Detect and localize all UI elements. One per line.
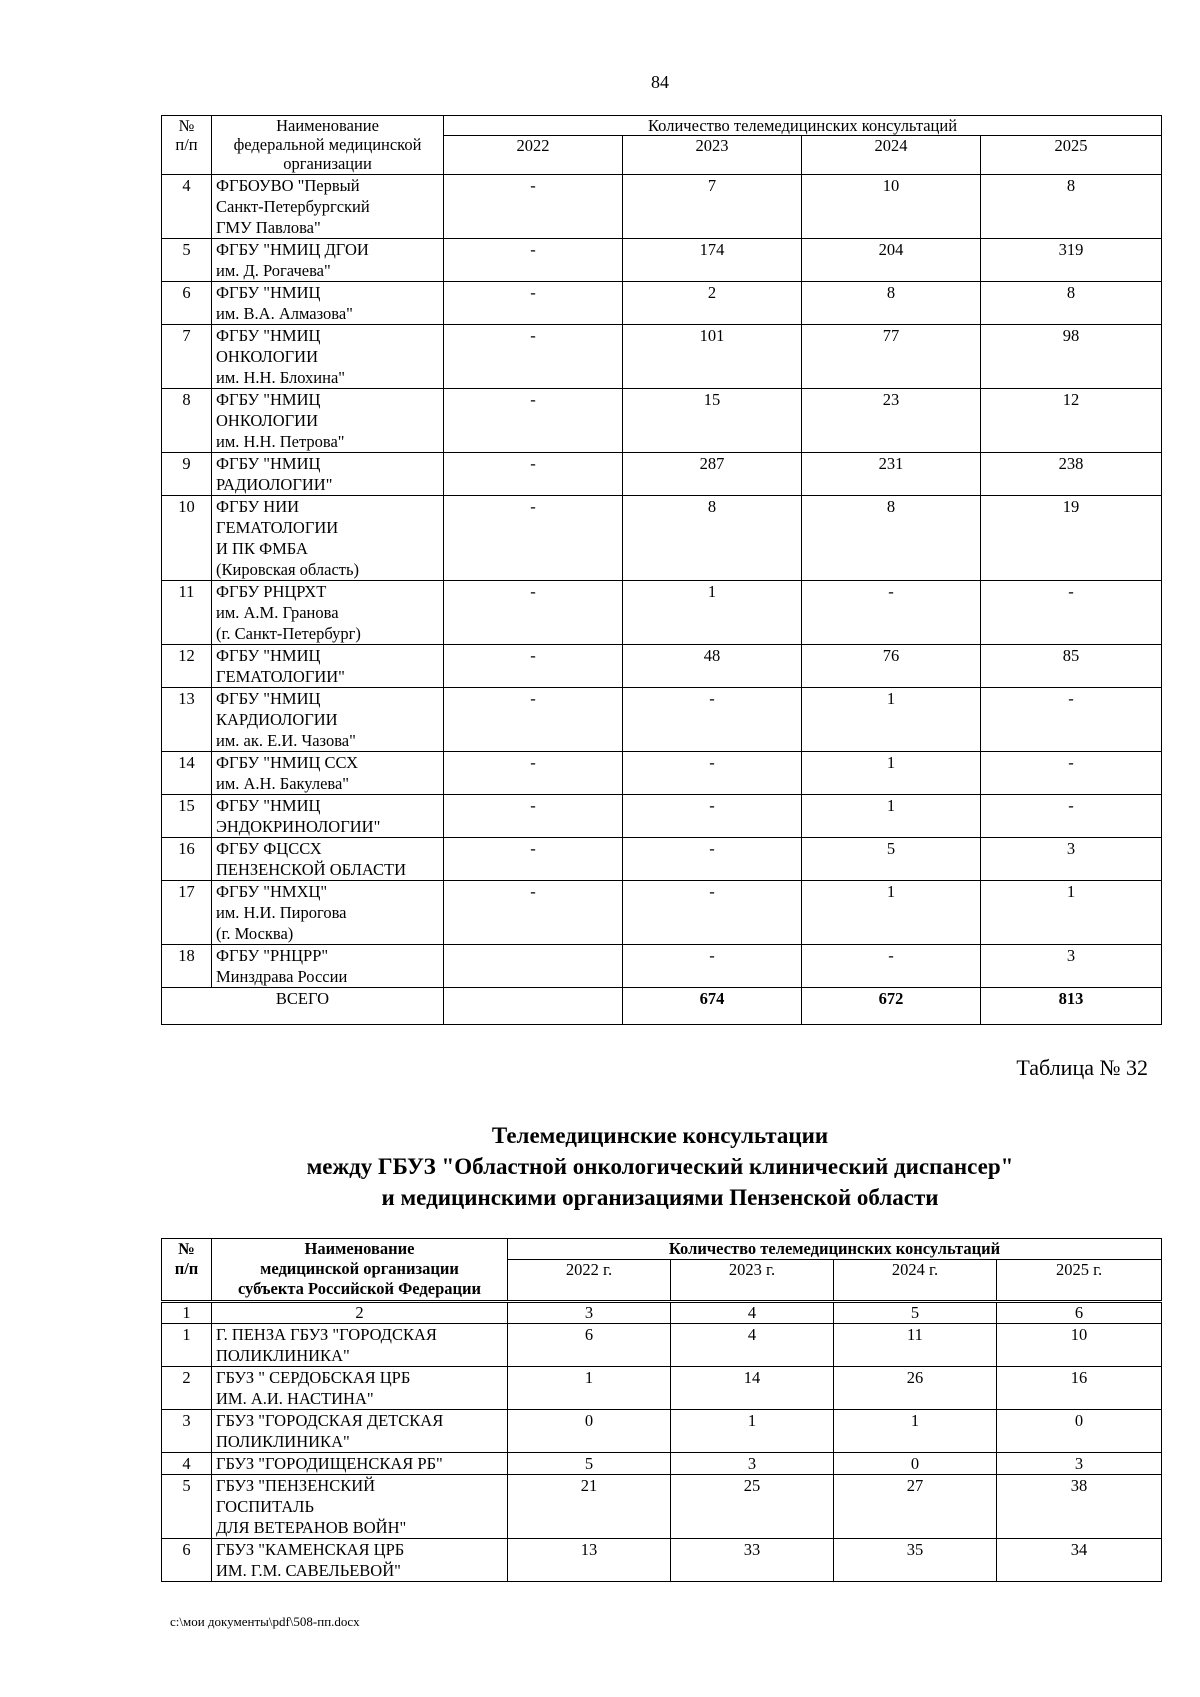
table-row [162,496,1162,581]
consultation-count: 13 [508,1539,671,1582]
col-header-num: № п/п [162,1239,212,1302]
row-number: 6 [162,282,212,325]
consultation-count: 1 [623,581,802,645]
row-number: 18 [162,945,212,988]
row-number: 3 [162,1410,212,1453]
consultation-count: 2 [623,282,802,325]
organization-name: ФГБУ "НМИЦ ЭНДОКРИНОЛОГИИ" [212,795,444,838]
table-row [162,881,1162,945]
table-row [162,239,1162,282]
consultation-count: 0 [997,1410,1162,1453]
regional-consultations-table [161,1238,1162,1582]
consultation-count: 174 [623,239,802,282]
organization-name: ФГБУ НИИ ГЕМАТОЛОГИИ И ПК ФМБА (Кировская область) [212,496,444,581]
table-row [162,325,1162,389]
consultation-count: 34 [997,1539,1162,1582]
consultation-count: 14 [671,1367,834,1410]
row-number: 4 [162,175,212,239]
consultation-count: - [623,752,802,795]
col-header-year: 2025 [981,136,1162,175]
table-row [162,945,1162,988]
consultation-count: 5 [508,1453,671,1475]
table-title: Телемедицинские консультации между ГБУЗ "Областной онкологический клинический диспансер" и медицинскими организациями Пензенской области [306,1123,1014,1210]
row-number: 2 [162,1367,212,1410]
consultation-count: - [444,389,623,453]
table-row [162,1367,1162,1410]
consultation-count: - [444,325,623,389]
total-label: ВСЕГО [162,988,444,1025]
col-header-name: Наименование федеральной медицинской организации [212,116,444,175]
consultation-count: 23 [802,389,981,453]
row-number: 8 [162,389,212,453]
consultation-count: 204 [802,239,981,282]
organization-name: ФГБОУВО "Первый Санкт-Петербургский ГМУ Павлова" [212,175,444,239]
row-number: 13 [162,688,212,752]
consultation-count: 21 [508,1475,671,1539]
organization-name: ФГБУ "НМИЦ им. В.А. Алмазова" [212,282,444,325]
total-count [444,988,623,1025]
consultation-count: - [444,881,623,945]
consultation-count: 16 [997,1367,1162,1410]
consultation-count: 3 [997,1453,1162,1475]
col-header-year: 2022 г. [508,1260,671,1302]
organization-name: ФГБУ "НМХЦ" им. Н.И. Пирогова (г. Москва) [212,881,444,945]
column-number: 4 [671,1302,834,1324]
total-count: 813 [981,988,1162,1025]
consultation-count: - [444,496,623,581]
page-number: 84 [651,72,669,92]
column-number: 1 [162,1302,212,1324]
table-row [162,795,1162,838]
consultation-count: 35 [834,1539,997,1582]
consultation-count: 6 [508,1324,671,1367]
table-row [162,1475,1162,1539]
consultation-count: 5 [802,838,981,881]
col-header-name: Наименование медицинской организации субъекта Российской Федерации [212,1239,508,1302]
table-row [162,752,1162,795]
column-number-row [162,1302,1162,1324]
consultation-count: 319 [981,239,1162,282]
consultation-count: - [623,945,802,988]
consultation-count: 1 [802,688,981,752]
organization-name: ФГБУ "РНЦРР" Минздрава России [212,945,444,988]
consultation-count: - [444,175,623,239]
consultation-count: - [444,645,623,688]
consultation-count: 4 [671,1324,834,1367]
organization-name: ФГБУ "НМИЦ КАРДИОЛОГИИ им. ак. Е.И. Чазова" [212,688,444,752]
consultation-count: 10 [997,1324,1162,1367]
row-number: 17 [162,881,212,945]
consultation-count: 1 [508,1367,671,1410]
consultation-count: 7 [623,175,802,239]
organization-name: ГБУЗ "ГОРОДИЩЕНСКАЯ РБ" [212,1453,508,1475]
consultation-count: 3 [981,945,1162,988]
row-number: 1 [162,1324,212,1367]
consultation-count: - [802,581,981,645]
col-header-group: Количество телемедицинских консультаций [508,1239,1162,1260]
table-caption: Таблица № 32 [1016,1055,1148,1080]
consultation-count: 98 [981,325,1162,389]
consultation-count: 1 [981,881,1162,945]
col-header-year: 2023 г. [671,1260,834,1302]
consultation-count: - [623,838,802,881]
row-number: 16 [162,838,212,881]
consultation-count [444,945,623,988]
column-number: 6 [997,1302,1162,1324]
consultation-count: 238 [981,453,1162,496]
consultation-count: 19 [981,496,1162,581]
row-number: 5 [162,1475,212,1539]
consultation-count: 25 [671,1475,834,1539]
table-row [162,1324,1162,1367]
consultation-count: - [444,838,623,881]
row-number: 6 [162,1539,212,1582]
consultation-count: - [981,688,1162,752]
column-number: 2 [212,1302,508,1324]
consultation-count: - [981,795,1162,838]
organization-name: ФГБУ "НМИЦ ГЕМАТОЛОГИИ" [212,645,444,688]
consultation-count: 101 [623,325,802,389]
total-count: 672 [802,988,981,1025]
row-number: 15 [162,795,212,838]
organization-name: ФГБУ РНЦРХТ им. А.М. Гранова (г. Санкт-Петербург) [212,581,444,645]
consultation-count: 8 [802,496,981,581]
consultation-count: 77 [802,325,981,389]
consultation-count: 48 [623,645,802,688]
organization-name: ФГБУ ФЦССХ ПЕНЗЕНСКОЙ ОБЛАСТИ [212,838,444,881]
consultation-count: - [444,795,623,838]
table-row [162,453,1162,496]
consultation-count: 10 [802,175,981,239]
organization-name: ФГБУ "НМИЦ ССХ им. А.Н. Бакулева" [212,752,444,795]
consultation-count: - [981,581,1162,645]
consultation-count: 8 [981,282,1162,325]
column-number: 5 [834,1302,997,1324]
organization-name: ФГБУ "НМИЦ ДГОИ им. Д. Рогачева" [212,239,444,282]
row-number: 7 [162,325,212,389]
organization-name: Г. ПЕНЗА ГБУЗ "ГОРОДСКАЯ ПОЛИКЛИНИКА" [212,1324,508,1367]
consultation-count: - [623,795,802,838]
consultation-count: - [444,239,623,282]
col-header-year: 2023 [623,136,802,175]
consultation-count: 38 [997,1475,1162,1539]
column-number: 3 [508,1302,671,1324]
consultation-count: 1 [802,795,981,838]
row-number: 5 [162,239,212,282]
organization-name: ФГБУ "НМИЦ ОНКОЛОГИИ им. Н.Н. Блохина" [212,325,444,389]
consultation-count: 231 [802,453,981,496]
table-row [162,1453,1162,1475]
consultation-count: 15 [623,389,802,453]
table-row [162,581,1162,645]
consultation-count: 287 [623,453,802,496]
row-number: 9 [162,453,212,496]
table-row [162,645,1162,688]
consultation-count: 3 [981,838,1162,881]
consultation-count: 3 [671,1453,834,1475]
consultation-count: - [981,752,1162,795]
consultation-count: - [444,688,623,752]
total-count: 674 [623,988,802,1025]
row-number: 11 [162,581,212,645]
row-number: 12 [162,645,212,688]
row-number: 10 [162,496,212,581]
total-row [162,988,1162,1025]
organization-name: ГБУЗ "ГОРОДСКАЯ ДЕТСКАЯ ПОЛИКЛИНИКА" [212,1410,508,1453]
consultation-count: 1 [671,1410,834,1453]
consultation-count: 76 [802,645,981,688]
consultation-count: - [623,881,802,945]
row-number: 14 [162,752,212,795]
organization-name: ФГБУ "НМИЦ ОНКОЛОГИИ им. Н.Н. Петрова" [212,389,444,453]
consultation-count: - [444,752,623,795]
table-row [162,282,1162,325]
consultation-count: - [444,453,623,496]
consultation-count: 8 [981,175,1162,239]
consultation-count: 11 [834,1324,997,1367]
organization-name: ГБУЗ "КАМЕНСКАЯ ЦРБ ИМ. Г.М. САВЕЛЬЕВОЙ" [212,1539,508,1582]
organization-name: ГБУЗ "ПЕНЗЕНСКИЙ ГОСПИТАЛЬ ДЛЯ ВЕТЕРАНОВ ВОЙН" [212,1475,508,1539]
table-row [162,175,1162,239]
file-path-footer: c:\мои документы\pdf\508-пп.docx [170,1614,360,1629]
consultation-count: 85 [981,645,1162,688]
table-row [162,688,1162,752]
consultation-count: 8 [623,496,802,581]
consultation-count: 12 [981,389,1162,453]
organization-name: ГБУЗ " СЕРДОБСКАЯ ЦРБ ИМ. А.И. НАСТИНА" [212,1367,508,1410]
consultation-count: 1 [802,881,981,945]
table-row [162,1410,1162,1453]
consultation-count: 27 [834,1475,997,1539]
consultation-count: 33 [671,1539,834,1582]
col-header-year: 2024 г. [834,1260,997,1302]
consultation-count: - [623,688,802,752]
federal-consultations-table [161,115,1162,1025]
col-header-group: Количество телемедицинских консультаций [444,116,1162,136]
col-header-year: 2024 [802,136,981,175]
row-number: 4 [162,1453,212,1475]
table-row [162,389,1162,453]
consultation-count: 0 [834,1453,997,1475]
col-header-year: 2022 [444,136,623,175]
consultation-count: - [802,945,981,988]
consultation-count: - [444,581,623,645]
organization-name: ФГБУ "НМИЦ РАДИОЛОГИИ" [212,453,444,496]
consultation-count: 0 [508,1410,671,1453]
consultation-count: - [444,282,623,325]
table-row [162,1539,1162,1582]
consultation-count: 1 [802,752,981,795]
table-row [162,838,1162,881]
col-header-year: 2025 г. [997,1260,1162,1302]
consultation-count: 1 [834,1410,997,1453]
consultation-count: 26 [834,1367,997,1410]
col-header-num: № п/п [162,116,212,175]
consultation-count: 8 [802,282,981,325]
